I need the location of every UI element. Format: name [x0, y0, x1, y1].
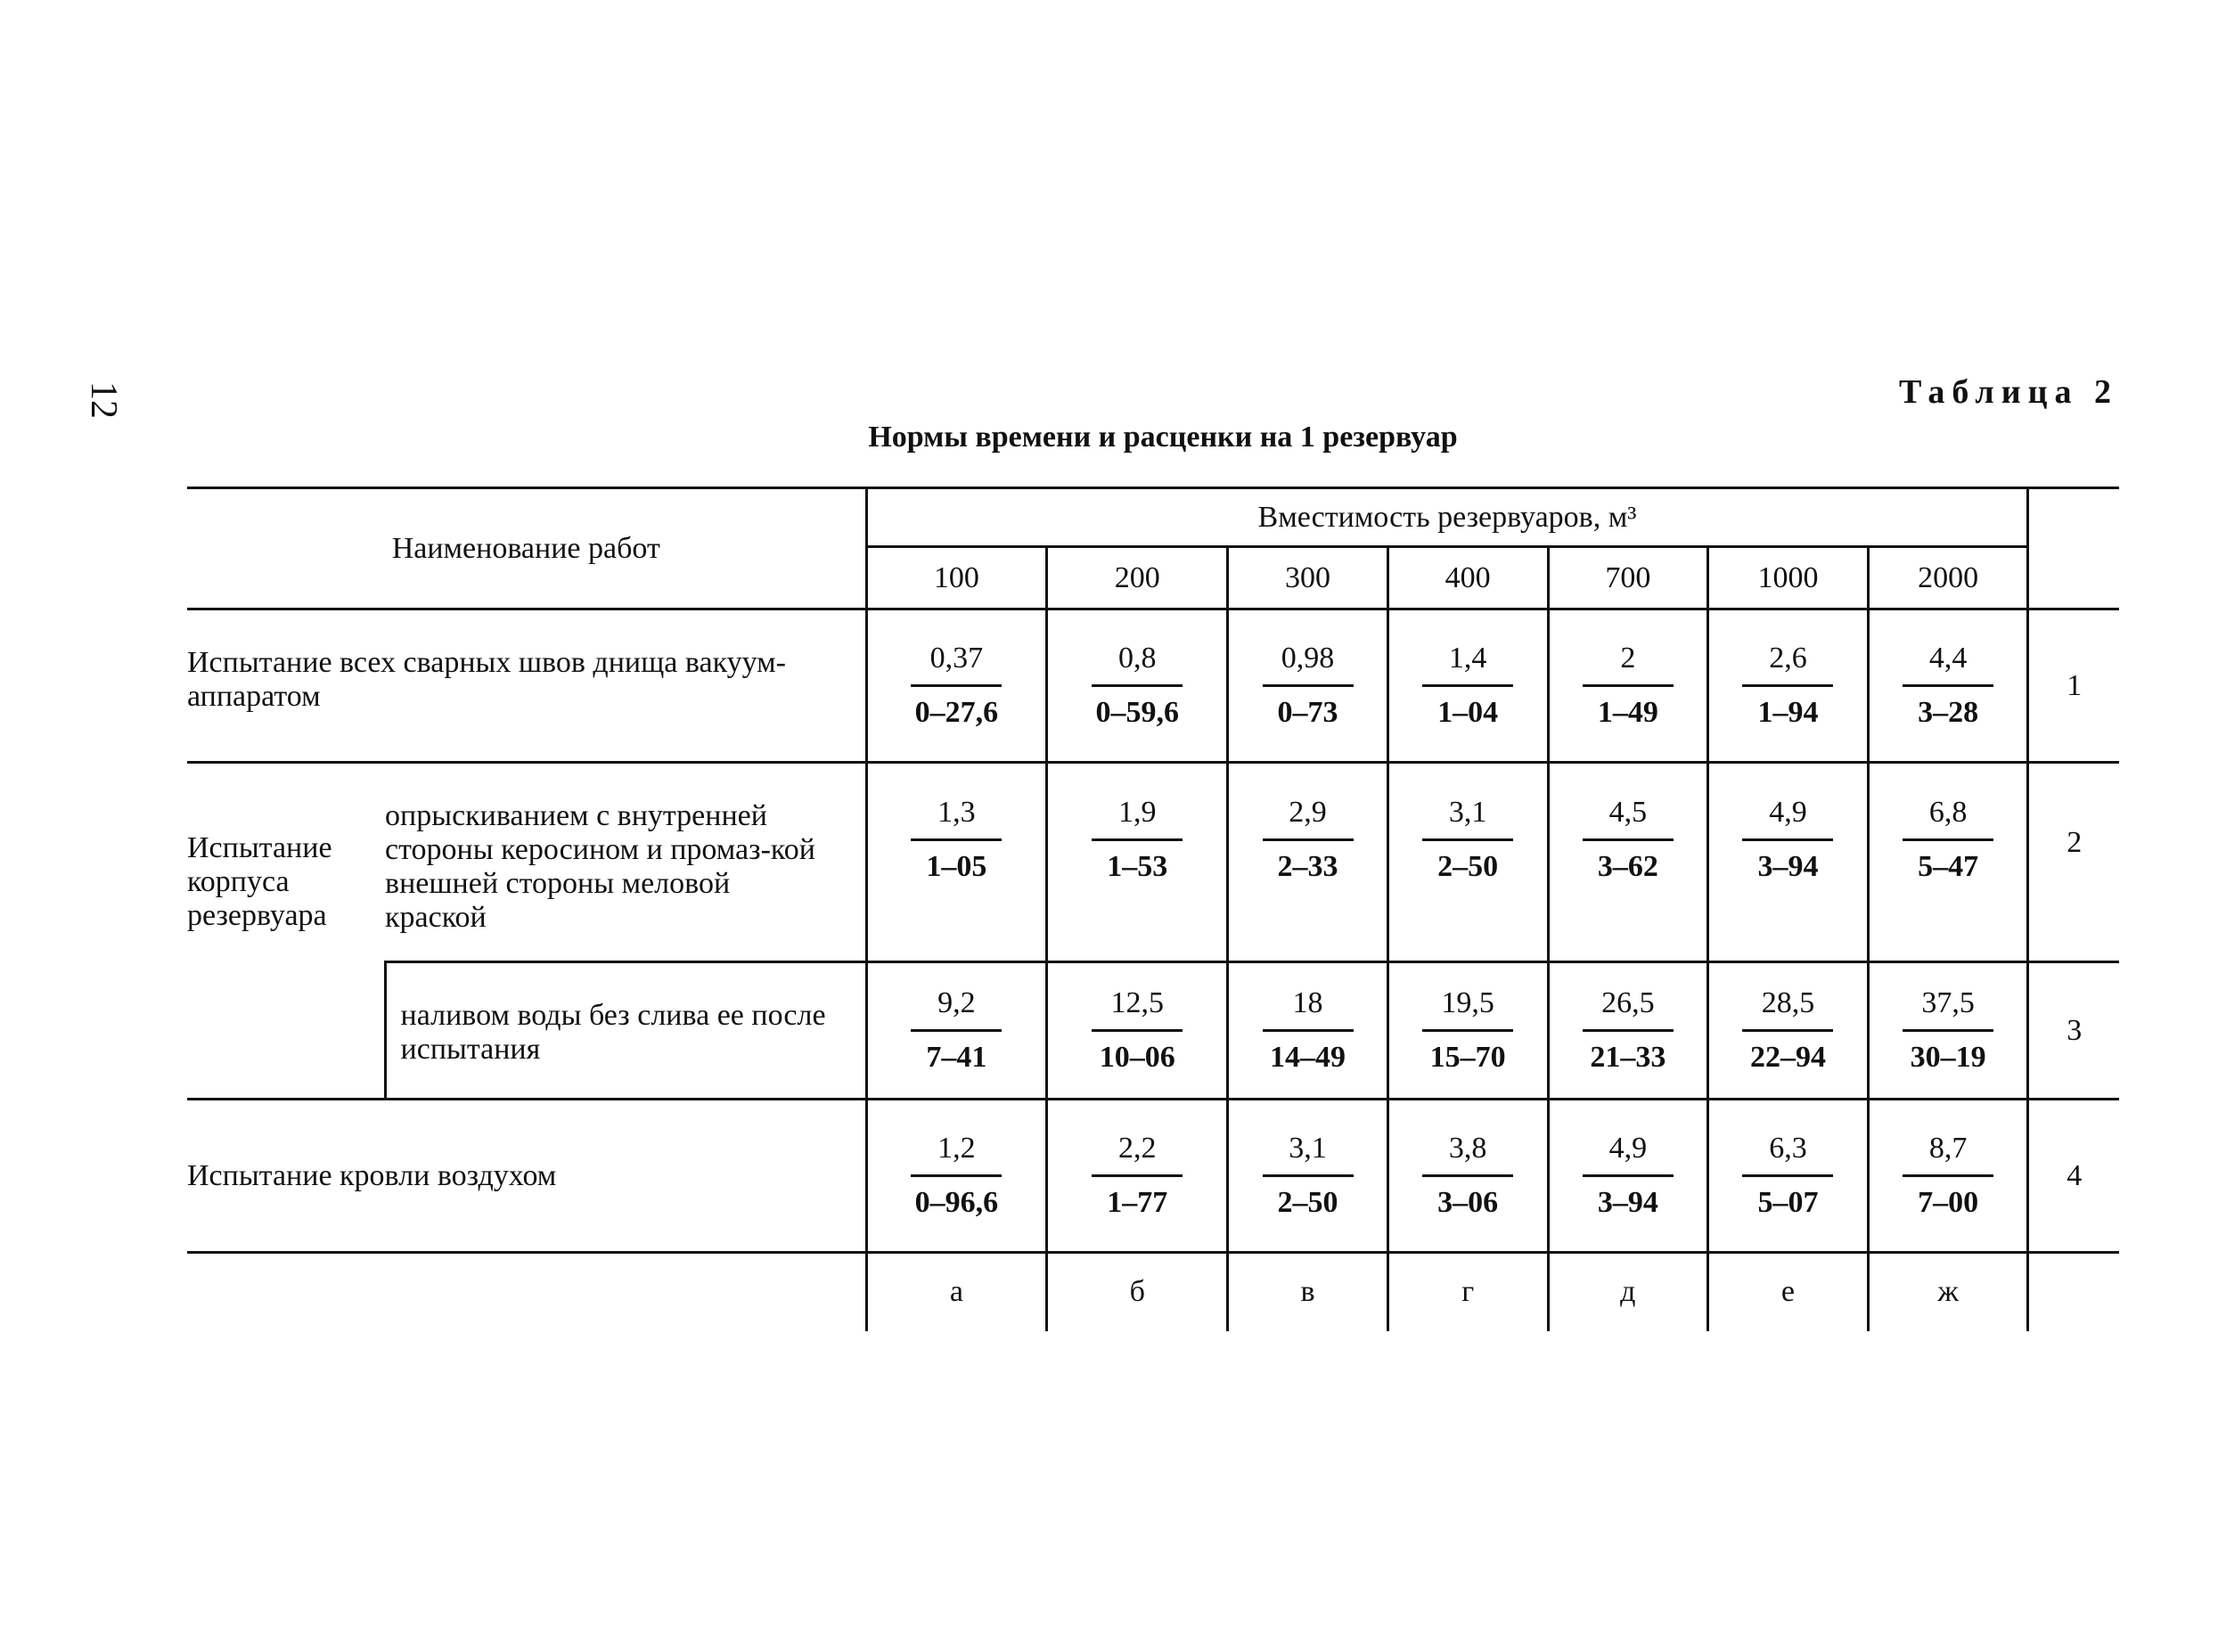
page-number: 12 — [83, 381, 124, 419]
value-cell — [1387, 962, 1548, 1100]
price-value: 1–53 — [1107, 850, 1168, 883]
price-value: 22–94 — [1749, 1041, 1826, 1074]
volume-2000: 2000 — [1868, 547, 2028, 609]
price-value: 0–96,6 — [914, 1186, 999, 1219]
value-cell — [1228, 962, 1388, 1100]
row-number: 3 — [2028, 962, 2119, 1100]
norm-value: 4,4 — [1903, 642, 1993, 687]
row-number: 2 — [2028, 763, 2119, 962]
norm-value: 26,5 — [1583, 986, 1674, 1032]
price-value: 2–33 — [1277, 850, 1338, 883]
volume-1000: 1000 — [1708, 547, 1869, 609]
work-group-name: Испытание корпуса резервуара — [187, 763, 385, 1100]
capacity-header: Вместимость резервуаров, м³ — [866, 488, 2028, 547]
norm-value: 8,7 — [1903, 1132, 1993, 1177]
norm-value: 1,9 — [1092, 796, 1183, 841]
value-cell — [1228, 763, 1388, 962]
value-cell — [866, 609, 1047, 763]
price-value: 2–50 — [1437, 850, 1499, 883]
price-value: 5–07 — [1757, 1186, 1819, 1219]
price-value: 1–77 — [1107, 1186, 1168, 1219]
price-value: 3–94 — [1597, 1186, 1658, 1219]
value-cell — [1708, 962, 1869, 1100]
norm-value: 6,3 — [1742, 1132, 1833, 1177]
price-value: 1–94 — [1757, 696, 1819, 729]
volume-200: 200 — [1047, 547, 1228, 609]
volume-100: 100 — [866, 547, 1047, 609]
norm-value: 4,5 — [1583, 796, 1674, 841]
value-cell — [1387, 1100, 1548, 1253]
letters-row-blank — [2028, 1253, 2119, 1331]
price-value: 0–27,6 — [914, 696, 999, 729]
price-value: 10–06 — [1099, 1041, 1175, 1074]
column-letter: д — [1548, 1253, 1708, 1331]
price-value: 3–62 — [1597, 850, 1658, 883]
value-cell — [1548, 609, 1708, 763]
value-cell — [1548, 763, 1708, 962]
norm-value: 1,3 — [911, 796, 1002, 841]
norm-value: 9,2 — [911, 986, 1002, 1032]
table-row — [187, 962, 2119, 1100]
price-value: 3–28 — [1918, 696, 1979, 729]
table-row — [187, 763, 2119, 962]
norm-value: 0,8 — [1092, 642, 1183, 687]
column-letter: ж — [1868, 1253, 2028, 1331]
norm-value: 12,5 — [1092, 986, 1183, 1032]
value-cell — [1387, 609, 1548, 763]
value-cell — [1868, 1100, 2028, 1253]
value-cell — [1047, 763, 1228, 962]
value-cell — [1708, 609, 1869, 763]
value-cell — [1047, 962, 1228, 1100]
value-cell — [1047, 1100, 1228, 1253]
table-label: Таблица 2 — [1898, 373, 2118, 411]
norm-value: 4,9 — [1742, 796, 1833, 841]
value-cell — [1047, 609, 1228, 763]
value-cell — [1228, 1100, 1388, 1253]
norm-value: 37,5 — [1903, 986, 1993, 1032]
norm-value: 3,1 — [1422, 796, 1513, 841]
price-value: 3–06 — [1437, 1186, 1499, 1219]
price-value: 5–47 — [1918, 850, 1979, 883]
table-row — [187, 609, 2119, 763]
value-cell — [1228, 609, 1388, 763]
price-value: 30–19 — [1910, 1041, 1986, 1074]
norm-value: 2,9 — [1263, 796, 1354, 841]
price-value: 15–70 — [1429, 1041, 1506, 1074]
value-cell — [1387, 763, 1548, 962]
price-value: 7–00 — [1918, 1186, 1979, 1219]
price-value: 1–05 — [926, 850, 987, 883]
norm-value: 6,8 — [1903, 796, 1993, 841]
column-letter: г — [1387, 1253, 1548, 1331]
work-name: Испытание всех сварных швов днища вакуум-аппаратом — [187, 609, 866, 763]
value-cell — [866, 962, 1047, 1100]
norm-value: 19,5 — [1422, 986, 1513, 1032]
price-value: 2–50 — [1277, 1186, 1338, 1219]
norm-value: 2,2 — [1092, 1132, 1183, 1177]
value-cell — [1548, 1100, 1708, 1253]
row-number: 1 — [2028, 609, 2119, 763]
column-letter: е — [1708, 1253, 1869, 1331]
value-cell — [1548, 962, 1708, 1100]
norm-value: 1,2 — [911, 1132, 1002, 1177]
value-cell — [1868, 763, 2028, 962]
norm-value: 18 — [1263, 986, 1354, 1032]
row-number: 4 — [2028, 1100, 2119, 1253]
norm-value: 0,98 — [1263, 642, 1354, 687]
price-value: 0–73 — [1277, 696, 1338, 729]
column-letter: б — [1047, 1253, 1228, 1331]
table-title: Нормы времени и расценки на 1 резервуар — [868, 421, 1458, 454]
volume-400: 400 — [1387, 547, 1548, 609]
value-cell — [1868, 609, 2028, 763]
norm-value: 28,5 — [1742, 986, 1833, 1032]
norm-value: 2,6 — [1742, 642, 1833, 687]
value-cell — [1708, 1100, 1869, 1253]
value-cell — [866, 1100, 1047, 1253]
letters-row-blank — [187, 1253, 866, 1331]
norm-value: 0,37 — [911, 642, 1002, 687]
column-letter: в — [1228, 1253, 1388, 1331]
column-letters-row — [187, 1253, 2119, 1331]
norm-value: 1,4 — [1422, 642, 1513, 687]
value-cell — [866, 763, 1047, 962]
price-value: 0–59,6 — [1095, 696, 1180, 729]
volume-700: 700 — [1548, 547, 1708, 609]
price-value: 1–49 — [1597, 696, 1658, 729]
norm-value: 3,1 — [1263, 1132, 1354, 1177]
price-value: 7–41 — [926, 1041, 987, 1074]
work-name: наливом воды без слива ее после испытания — [385, 962, 866, 1100]
work-name: опрыскиванием с внутренней стороны керосином и промаз-кой внешней стороны меловой краской — [385, 763, 866, 962]
work-name: Испытание кровли воздухом — [187, 1100, 866, 1253]
work-name-header: Наименование работ — [187, 488, 866, 609]
number-header-blank — [2028, 488, 2119, 609]
column-letter: а — [866, 1253, 1047, 1331]
norm-value: 4,9 — [1583, 1132, 1674, 1177]
table-row — [187, 1100, 2119, 1253]
norm-value: 3,8 — [1422, 1132, 1513, 1177]
norms-table — [187, 487, 2119, 1331]
price-value: 14–49 — [1270, 1041, 1346, 1074]
price-value: 3–94 — [1757, 850, 1819, 883]
value-cell — [1708, 763, 1869, 962]
price-value: 1–04 — [1437, 696, 1499, 729]
volume-300: 300 — [1228, 547, 1388, 609]
value-cell — [1868, 962, 2028, 1100]
price-value: 21–33 — [1590, 1041, 1666, 1074]
norm-value: 2 — [1583, 642, 1674, 687]
